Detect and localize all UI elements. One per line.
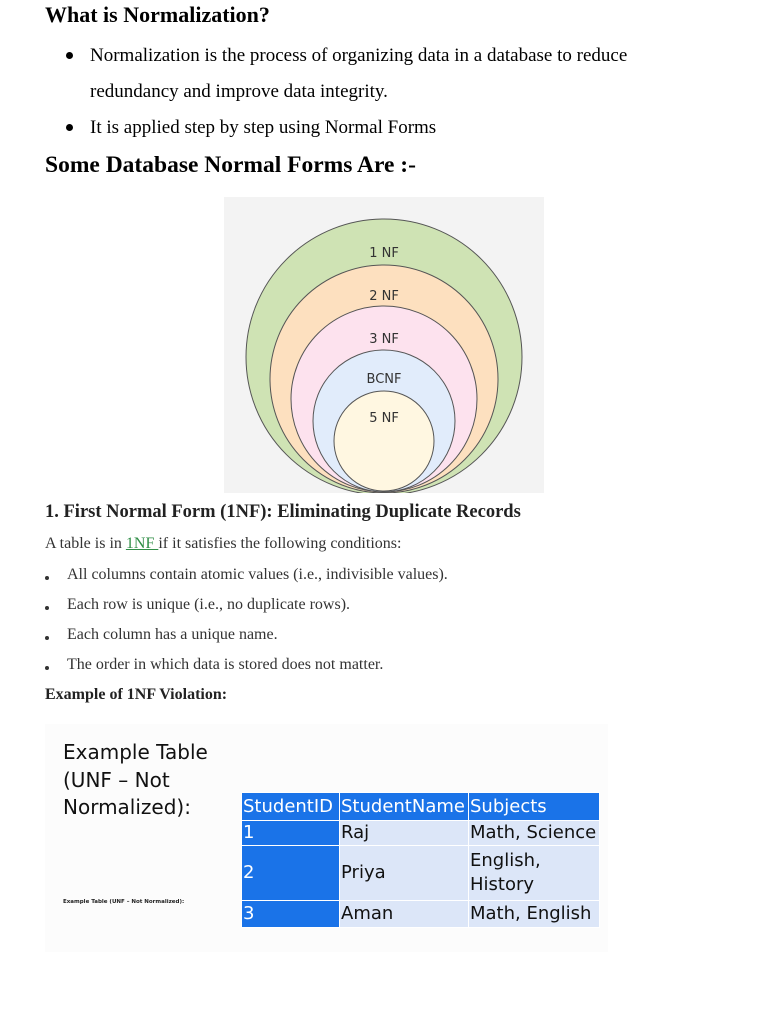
table-row xyxy=(242,901,600,928)
label-5nf: 5 NF xyxy=(369,411,399,426)
condition-3: Each column has a unique name. xyxy=(67,626,278,643)
label-bcnf: BCNF xyxy=(366,372,402,387)
label-1nf: 1 NF xyxy=(369,246,399,261)
example-table-image xyxy=(45,724,608,952)
condition-1: All columns contain atomic values (i.e., indivisible values). xyxy=(67,566,448,583)
bullet-dot xyxy=(45,576,49,580)
example-title: Example of 1NF Violation: xyxy=(45,686,228,703)
intro-text xyxy=(45,535,401,553)
example-small-caption: Example Table (UNF – Not Normalized): xyxy=(63,899,185,905)
nested-circles-svg xyxy=(224,197,544,493)
student-id: 1 xyxy=(242,821,340,846)
bullet-text-1: Normalization is the process of organizing data in a database to reduce xyxy=(90,45,628,66)
table-row xyxy=(242,821,600,846)
label-3nf: 3 NF xyxy=(369,332,399,347)
label-2nf: 2 NF xyxy=(369,289,399,304)
bullet-dot xyxy=(45,666,49,670)
student-name: Raj xyxy=(340,821,469,846)
table-header: StudentName xyxy=(340,793,469,821)
unf-table xyxy=(241,792,600,928)
section-heading: Some Database Normal Forms Are :- xyxy=(45,152,416,178)
intro-after: if it satisfies the following conditions: xyxy=(158,535,402,552)
intro-before: A table is in xyxy=(45,535,126,552)
bullet-dot xyxy=(66,52,73,59)
bullet-dot xyxy=(45,606,49,610)
bullet-dot xyxy=(66,124,73,131)
condition-2: Each row is unique (i.e., no duplicate rows). xyxy=(67,596,351,613)
student-name: Aman xyxy=(340,901,469,928)
table-header: StudentID xyxy=(242,793,340,821)
condition-4: The order in which data is stored does not matter. xyxy=(67,656,384,673)
normal-forms-diagram xyxy=(224,197,544,493)
bullet-dot xyxy=(45,636,49,640)
page-heading: What is Normalization? xyxy=(45,2,270,27)
table-header: Subjects xyxy=(469,793,600,821)
student-id: 2 xyxy=(242,846,340,901)
subjects: English, History xyxy=(469,846,600,901)
1nf-link[interactable]: 1NF xyxy=(125,535,159,552)
student-name: Priya xyxy=(340,846,469,901)
bullet-text-2: It is applied step by step using Normal Forms xyxy=(90,117,437,138)
example-caption: Example Table (UNF – Not Normalized): xyxy=(63,740,208,819)
bullet-text-1-cont: redundancy and improve data integrity. xyxy=(90,81,388,102)
section-title-1nf: 1. First Normal Form (1NF): Eliminating Duplicate Records xyxy=(45,502,521,522)
subjects: Math, English xyxy=(469,901,600,928)
circle-5nf xyxy=(334,391,434,491)
subjects: Math, Science xyxy=(469,821,600,846)
student-id: 3 xyxy=(242,901,340,928)
table-row xyxy=(242,846,600,901)
